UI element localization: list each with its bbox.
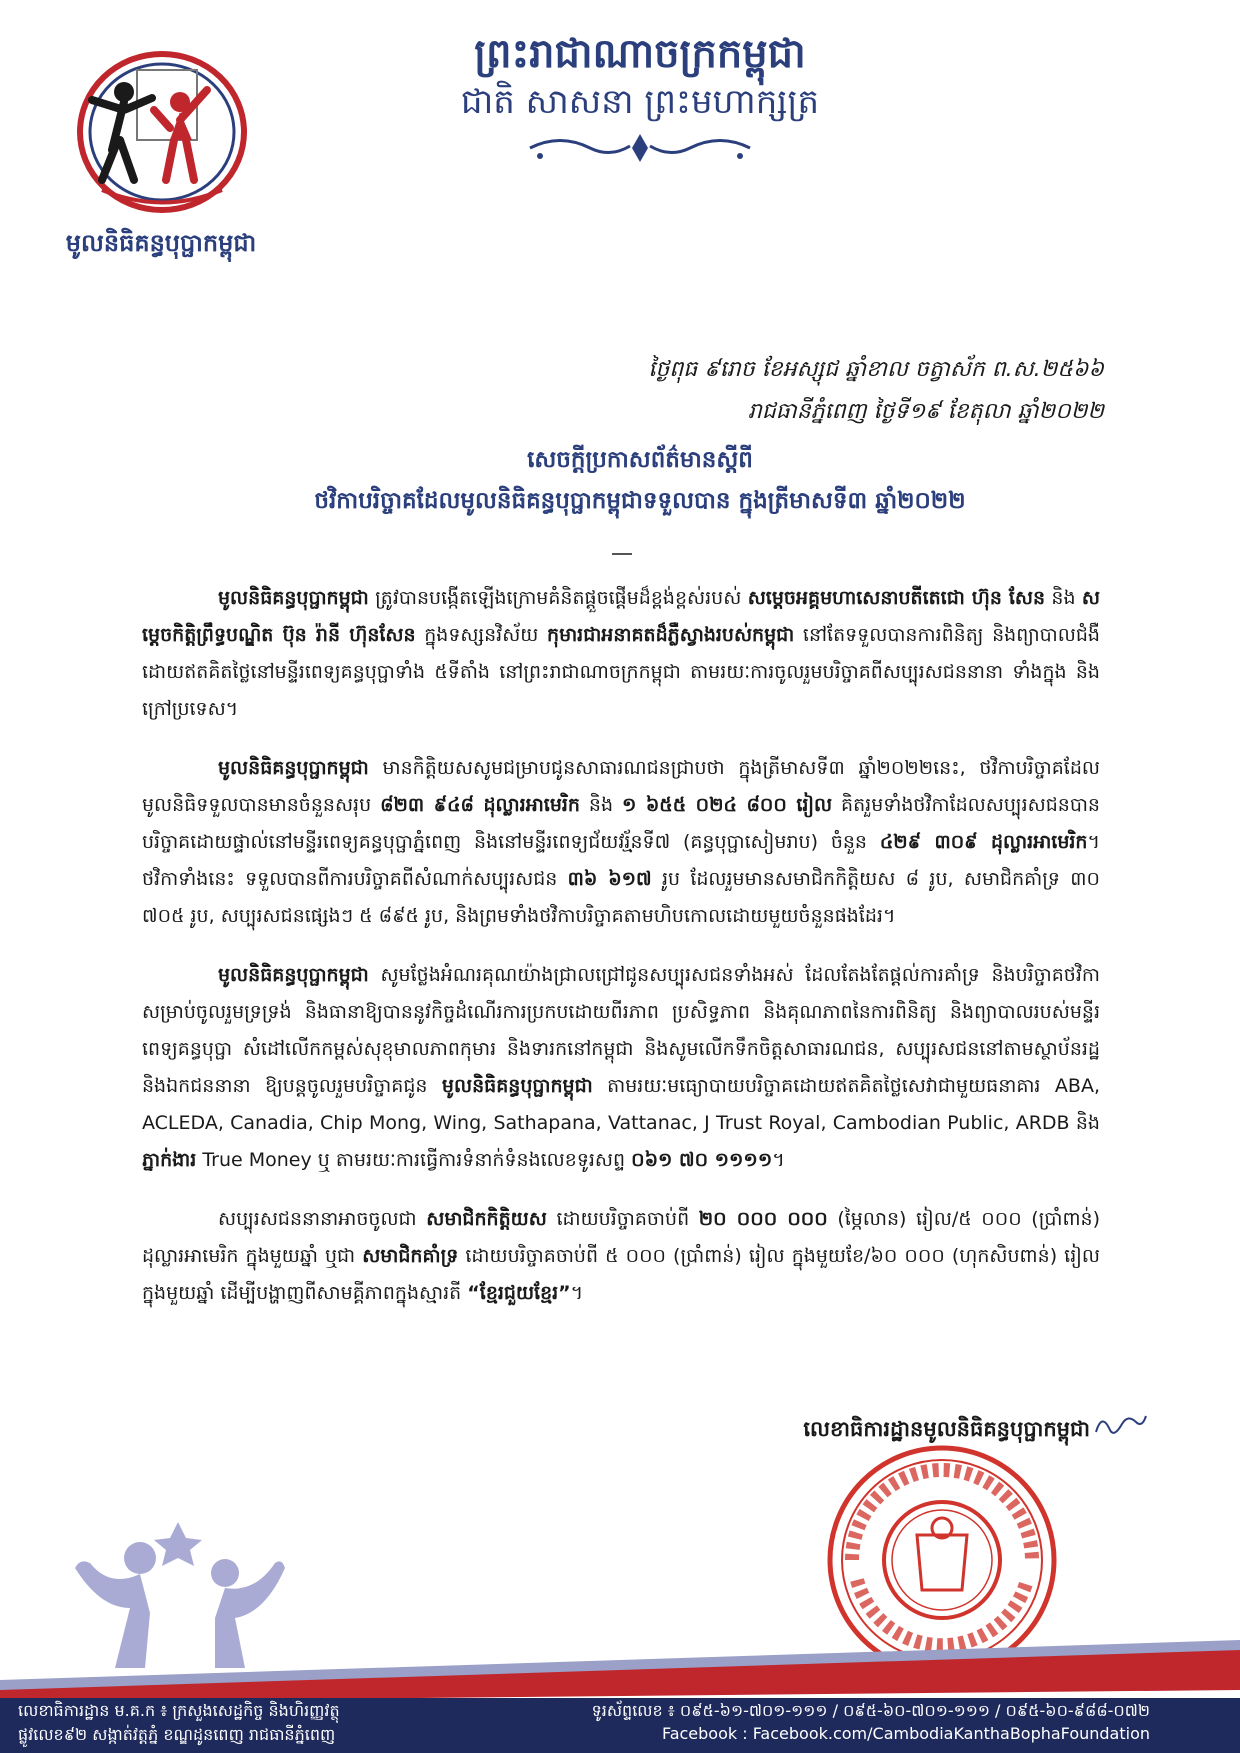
footer-phone: ទូរស័ព្ទលេខ ៖ ០៩៥-៦១-៧០១-១១១ / ០៩៥-៦០-៧០១-១១១ / ០៩៥-៦០-៩៨៨-០៧២ — [591, 1701, 1150, 1720]
body-text: សប្បុរសជននានាអាចចូលជា — [218, 1208, 427, 1230]
lunar-date: ថ្ងៃពុធ ៩រោច ខែអស្សុជ ឆ្នាំខាល ចត្វាស័ក ព.ស.២៥៦៦ — [648, 357, 1104, 382]
body-text: តាមរយៈមធ្យោបាយបរិច្ចាគដោយឥតគិតថ្លៃសេវាជាមួយធនាគារ ABA, ACLEDA, Canadia, Chip Mong, Wing, Sathapana, Vattanac, J Trust Royal, Cambodian Public, ARDB និង — [142, 1075, 1100, 1134]
body-text: សូមថ្លែងអំណរគុណយ៉ាងជ្រាលជ្រៅជូនសប្បុរសជនទាំងអស់ ដែលតែងតែផ្តល់ការគាំទ្រ និងបរិច្ចាគថវិកាសម្រាប់ចូលរួមទ្រទ្រង់ និងធានាឱ្យបាននូវកិច្ចដំណើរការប្រកបដោយពីរភាព ប្រសិទ្ធភាព និងគុណភាពនៃការពិនិត្យ និងព្យាបាលរបស់មន្ទីរពេទ្យគន្ធបុប្ផា សំដៅលើកកម្ពស់សុខុមាលភាពកុមារ និងទារកនៅកម្ពុជា និងសូមលើកទឹកចិត្តសាធារណជន, សប្បុរសជននៅតាមស្ថាប័នរដ្ឋ និងឯកជននានា ឱ្យបន្តចូលរួមបរិច្ចាគជូន — [142, 964, 1100, 1097]
footer-address-line2: ផ្លូវលេខ៩២ សង្កាត់វត្តភ្នំ ខណ្ឌដូនពេញ រាជធានីភ្នំពេញ — [18, 1725, 336, 1744]
body-text: និង — [1045, 587, 1082, 609]
body-paragraph — [142, 1201, 1100, 1312]
emphasis-text: មូលនិធិគន្ធបុប្ផាកម្ពុជា — [218, 964, 369, 986]
notice-title-line2: ថវិកាបរិច្ចាគដែលមូលនិធិគន្ធបុប្ផាកម្ពុជាទទួលបាន ក្នុងត្រីមាសទី៣ ឆ្នាំ២០២២ — [314, 488, 966, 514]
body-text: ដោយបរិច្ចាគចាប់ពី — [546, 1208, 699, 1230]
emphasis-text: កុមារជាអនាគតដ៏ភ្លឺស្វាងរបស់កម្ពុជា — [547, 624, 795, 646]
emphasis-text: សមាជិកគាំទ្រ — [362, 1245, 459, 1267]
title-separator — [612, 553, 632, 555]
body-paragraph — [142, 957, 1100, 1179]
emphasis-text: “ខ្មែរជួយខ្មែរ” — [467, 1282, 571, 1304]
body-text: និង — [579, 794, 622, 816]
ornament-divider — [520, 128, 760, 168]
emphasis-text: មូលនិធិគន្ធបុប្ផាកម្ពុជា — [218, 587, 369, 609]
body-text: ។ ថវិកាទាំងនេះ ទទួលបានពីការបរិច្ចាគពីសំណាក់សប្បុរសជន — [142, 831, 1101, 890]
body-text: True Money ឬ តាមរយៈការធ្វើការទំនាក់ទំនងលេខទូរសព្ទ — [196, 1149, 632, 1171]
body-text: រូប ដែលរួមមានសមាជិកកិត្តិយស ៨ រូប, សមាជិកគាំទ្រ ៣០ ៧០៥ រូប, សប្បុរសជនផ្សេងៗ ៥ ៨៩៥ រូប, និងព្រមទាំងថវិកាបរិច្ចាគតាមហិបកោលដោយមួយចំនួនផងដែរ។ — [142, 868, 1100, 927]
body-text: ។ — [772, 1149, 785, 1171]
emphasis-text: ០៦១ ៧០ ១១១១ — [631, 1149, 773, 1171]
emphasis-text: ៨២៣ ៩៤៨ ដុល្លារអាមេរិក — [380, 794, 580, 816]
signer-title: លេខាធិការដ្ឋានមូលនិធិគន្ធបុប្ផាកម្ពុជា — [803, 1417, 1090, 1441]
emphasis-text: ភ្នាក់ងារ — [142, 1149, 197, 1171]
emphasis-text: សមាជិកកិត្តិយស — [426, 1208, 547, 1230]
body-text: គិតរួមទាំងថវិកាដែលសប្បុរសជនបានបរិច្ចាគដោយផ្ទាល់នៅមន្ទីរពេទ្យគន្ធបុប្ផាភ្នំពេញ និងនៅមន្ទីរពេទ្យជ័យវរ្ម័នទី៧ (គន្ធបុប្ផាសៀមរាប) ចំនួន — [142, 794, 1100, 853]
body-text: ដោយបរិច្ចាគចាប់ពី ៥ ០០០ (ប្រាំពាន់) រៀល ក្នុងមួយខែ/៦០ ០០០ (ហុកសិបពាន់) រៀល ក្នុងមួយឆ្នាំ ដើម្បីបង្ហាញពីសាមគ្គីភាពក្នុងស្មារតី — [142, 1245, 1100, 1304]
emphasis-text: មូលនិធិគន្ធបុប្ផាកម្ពុជា — [218, 757, 369, 779]
footer-address-line1: លេខាធិការដ្ឋាន ម.គ.ក ៖ ក្រសួងសេដ្ឋកិច្ច និងហិរញ្ញវត្ថុ — [18, 1701, 340, 1720]
emphasis-text: ៣៦ ៦១៧ — [567, 868, 652, 890]
body-text: មានកិត្តិយសសូមជម្រាបជូនសាធារណជនជ្រាបថា ក្នុងត្រីមាសទី៣ ឆ្នាំ២០២២នេះ, ថវិកាបរិច្ចាគដែលមូលនិធិទទួលបានមានចំនួនសរុប — [142, 757, 1100, 816]
footer — [0, 1698, 1240, 1753]
body-text: ត្រូវបានបង្កើតឡើងក្រោមគំនិតផ្តួចផ្តើមដ៏ខ្ពង់ខ្ពស់របស់ — [368, 587, 748, 609]
footer-facebook-link[interactable]: Facebook : Facebook.com/CambodiaKanthaBophaFoundation — [661, 1724, 1150, 1743]
kingdom-heading: ព្រះរាជាណាចក្រកម្ពុជា — [474, 31, 806, 77]
solar-date: រាជធានីភ្នំពេញ ថ្ងៃទី១៩ ខែតុលា ឆ្នាំ២០២២ — [747, 399, 1104, 424]
emphasis-text: សម្តេចកិត្តិព្រឹទ្ធបណ្ឌិត ប៊ុន រ៉ានី ហ៊ុនសែន — [142, 587, 1100, 646]
notice-title-line1: សេចក្តីប្រកាសព័ត៌មានស្តីពី — [527, 447, 753, 473]
emphasis-text: ៤២៩ ៣០៩ ដុល្លារអាមេរិក — [879, 831, 1088, 853]
notice-body — [142, 580, 1100, 1334]
body-text: ក្នុងទស្សនវិស័យ — [415, 624, 548, 646]
national-motto: ជាតិ សាសនា ព្រះមហាក្សត្រ — [460, 82, 820, 122]
org-name: មូលនិធិគន្ធបុប្ផាកម្ពុជា — [65, 229, 257, 257]
body-text: នៅតែទទួលបានការពិនិត្យ និងព្យាបាលជំងឺ ដោយឥតគិតថ្លៃនៅមន្ទីរពេទ្យគន្ធបុប្ផាទាំង ៥ទីតាំង នៅព្រះរាជាណាចក្រកម្ពុជា តាមរយៈការចូលរួមបរិច្ចាគពីសប្បុរសជននានា ទាំងក្នុង និងក្រៅប្រទេស។ — [142, 624, 1100, 720]
emphasis-text: ២០ ០០០ ០០០ — [698, 1208, 828, 1230]
emphasis-text: មូលនិធិគន្ធបុប្ផាកម្ពុជា — [441, 1075, 593, 1097]
foundation-logo — [62, 40, 262, 220]
emphasis-text: សម្តេចអគ្គមហាសេនាបតីតេជោ ហ៊ុន សែន — [747, 587, 1046, 609]
body-text: (ម្ភៃលាន) រៀល/៥ ០០០ (ប្រាំពាន់) ដុល្លារអាមេរិក ក្នុងមួយឆ្នាំ ឬជា — [142, 1208, 1101, 1267]
body-text: ។ — [570, 1282, 584, 1304]
emphasis-text: ១ ៦៥៥ ០២៤ ៨០០ រៀល — [621, 794, 833, 816]
body-paragraph — [142, 750, 1100, 935]
body-paragraph — [142, 580, 1100, 728]
handwritten-signature — [1092, 1402, 1150, 1442]
